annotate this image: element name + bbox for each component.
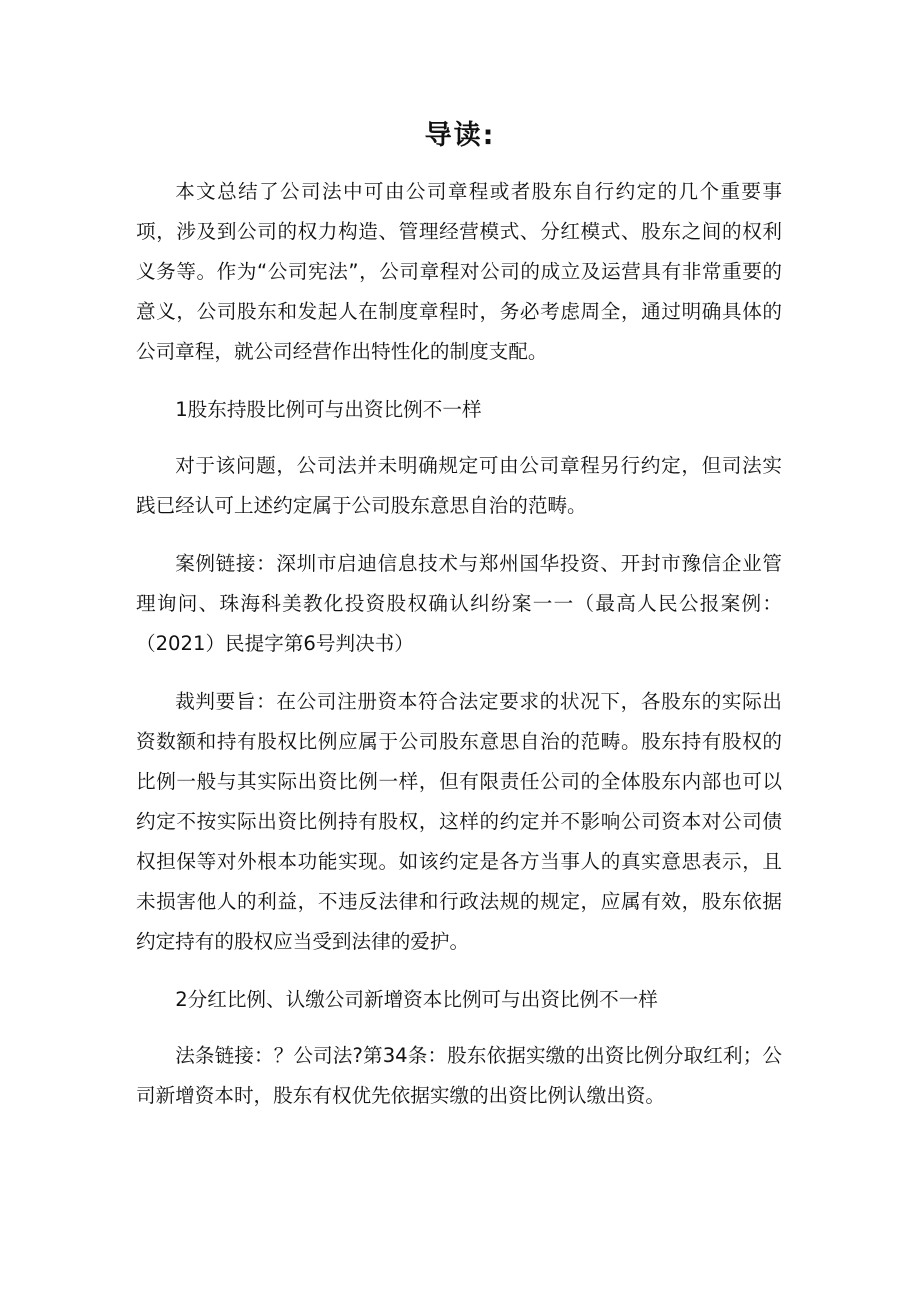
section-heading-2: 2分红比例、认缴公司新增资本比例可与出资比例不一样 xyxy=(175,988,658,1011)
section-heading-1: 1股东持股比例可与出资比例不一样 xyxy=(175,398,482,421)
case-link-paragraph: 案例链接：深圳市启迪信息技术与郑州国华投资、开封市豫信企业管理询问、珠海科美教化投资股权确认纠纷案一一（最高人民公报案例：（2021）民提字第6号判决书） xyxy=(136,552,782,655)
section-1-paragraph: 对于该问题，公司法并未明确规定可由公司章程另行约定，但司法实践已经认可上述约定属于公司股东意思自治的范畴。 xyxy=(136,454,782,517)
page-title: 导读: xyxy=(424,120,496,151)
statute-link-paragraph: 法条链接：？公司法?第34条：股东依据实缴的出资比例分取红利；公司新增资本时，股东有权优先依据实缴的出资比例认缴出资。 xyxy=(136,1044,782,1107)
document-body xyxy=(136,172,782,1134)
ruling-summary-paragraph: 裁判要旨：在公司注册资本符合法定要求的状况下，各股东的实际出资数额和持有股权比例应属于公司股东意思自治的范畴。股东持有股权的比例一般与其实际出资比例一样，但有限责任公司的全体股东内部也可以约定不按实际出资比例持有股权，这样的约定并不影响公司资本对公司债权担保等对外根本功能实现。如该约定是各方当事人的真实意思表示，且未损害他人的利益，不违反法律和行政法规的规定，应属有效，股东依据约定持有的股权应当受到法律的爱护。 xyxy=(136,690,782,953)
intro-paragraph: 本文总结了公司法中可由公司章程或者股东自行约定的几个重要事项，涉及到公司的权力构造、管理经营模式、分红模式、股东之间的权利义务等。作为“公司宪法”，公司章程对公司的成立及运营具有非常重要的意义，公司股东和发起人在制度章程时，务必考虑周全，通过明确具体的公司章程，就公司经营作出特性化的制度支配。 xyxy=(136,180,782,363)
